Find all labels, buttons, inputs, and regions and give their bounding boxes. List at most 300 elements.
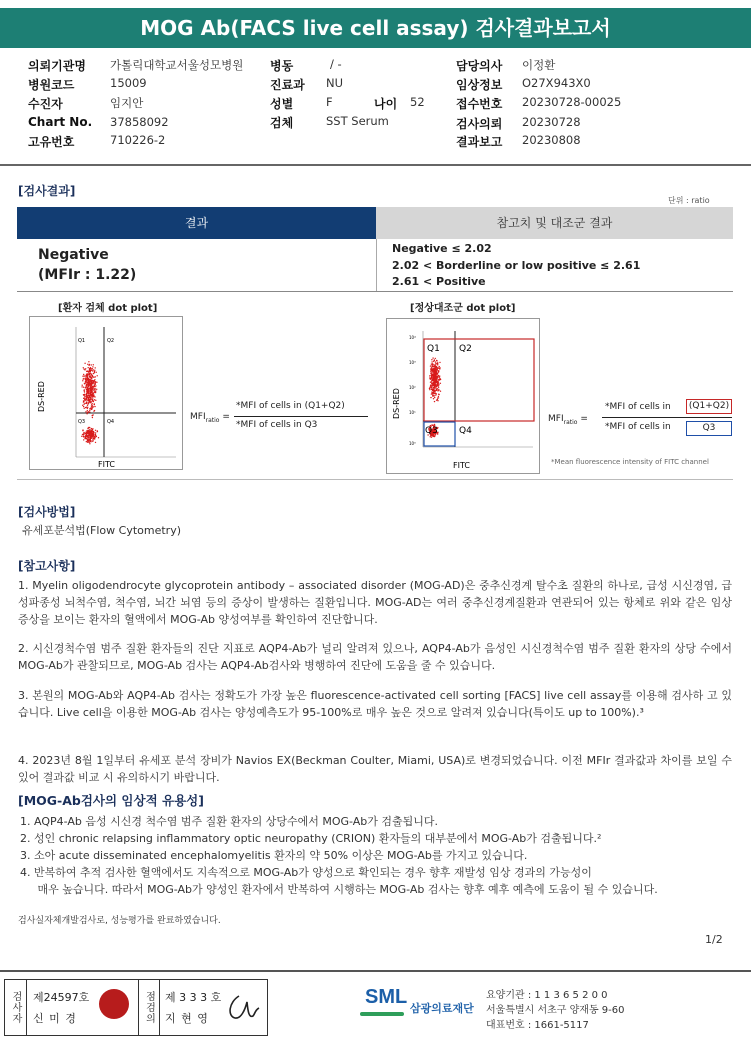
scatter-dot [83, 404, 84, 405]
scatter-dot [431, 387, 432, 388]
scatter-dot [84, 383, 85, 384]
info-label: 결과보고 [456, 135, 503, 149]
note-paragraph: 1. Myelin oligodendrocyte glycoprotein antibody – associated disorder (MOG-AD)은 중추신경계 탈수초 질환의 하나로, 급성 시신경염, 급성파종성 뇌척수염, 척수염, 뇌간 뇌염 등의 증상이 발생하는 질환입니다. MOG-AD는 여러 중추신경계질환과 연관되어 있는 항체로 위와 같은 임상 증상을 보이는 환자의 혈액에서 MOG-Ab 양성여부를 확인하여 진단합니다. [18, 579, 732, 626]
utility-item: 매우 높습니다. 따라서 MOG-Ab가 양성인 환자에서 반복하여 시행하는 MOG-Ab 검사는 향후 예후 예측에 도움이 될 수 있습니다. [20, 883, 658, 896]
scatter-dot [82, 385, 83, 386]
scatter-dot [96, 382, 97, 383]
scatter-dot [94, 435, 95, 436]
note-paragraph: 4. 2023년 8월 1일부터 유세포 분석 장비가 Navios EX(Beckman Coulter, Miami, USA)로 변경되었습니다. 이전 MFIr 결과값과 차이를 보일 수 있어 결과값 비교 시 유의하시기 바랍니다. [18, 754, 732, 784]
info-value: 15009 [110, 76, 147, 90]
info-value: 710226-2 [110, 133, 166, 147]
scatter-dot [89, 400, 90, 401]
scatter-dot [95, 392, 96, 393]
scatter-dot [433, 382, 434, 383]
scatter-dot [89, 385, 90, 386]
examiner-license: 제24597호 [33, 991, 90, 1004]
notes-section-title: [참고사항] [18, 559, 76, 573]
scatter-dot [95, 390, 96, 391]
scatter-dot [92, 439, 93, 440]
checker-label: 점검의 [138, 980, 160, 1035]
scatter-dot [94, 385, 95, 386]
scatter-dot [432, 357, 433, 358]
examiner-name: 신 미 경 [33, 1012, 77, 1025]
scatter-dot [94, 399, 95, 400]
scatter-dot [434, 397, 435, 398]
scatter-dot [88, 371, 89, 372]
scatter-dot [87, 408, 88, 409]
scatter-dot [87, 437, 88, 438]
scatter-dot [82, 405, 83, 406]
scatter-dot [436, 360, 437, 361]
scatter-dot [95, 432, 96, 433]
scatter-dot [86, 379, 87, 380]
scatter-dot [431, 391, 432, 392]
scatter-dot [91, 436, 92, 437]
scatter-dot [87, 364, 88, 365]
scatter-dot [435, 378, 436, 379]
method-text: 유세포분석법(Flow Cytometry) [22, 524, 182, 537]
reference-header: 참고치 및 대조군 결과 [376, 207, 733, 239]
scatter-dot [435, 367, 436, 368]
scatter-dot [437, 390, 438, 391]
scatter-dot [81, 386, 82, 387]
scatter-dot [84, 375, 85, 376]
scatter-dot [88, 411, 89, 412]
quadrant-label: Q3 [425, 426, 438, 436]
scatter-dot [438, 397, 439, 398]
divider [17, 291, 733, 292]
scatter-dot [87, 375, 88, 376]
scatter-dot [93, 431, 94, 432]
scatter-dot [87, 403, 88, 404]
scatter-dot [88, 383, 89, 384]
scatter-dot [88, 440, 89, 441]
scatter-dot [82, 380, 83, 381]
scatter-dot [438, 370, 439, 371]
scatter-dot [431, 367, 432, 368]
info-value: 52 [410, 95, 425, 109]
scatter-dot [95, 376, 96, 377]
scatter-dot [94, 404, 95, 405]
scatter-dot [86, 393, 87, 394]
scatter-dot [434, 424, 435, 425]
scatter-dot [88, 367, 89, 368]
scatter-dot [87, 382, 88, 383]
scatter-dot [432, 368, 433, 369]
utility-item: 1. AQP4-Ab 음성 시신경 척수염 범주 질환 환자의 상당수에서 MOG-Ab가 검출됩니다. [20, 815, 438, 828]
scatter-dot [97, 431, 98, 432]
scatter-dot [90, 436, 91, 437]
scatter-dot [89, 389, 90, 390]
scatter-dot [434, 390, 435, 391]
info-label: 의뢰기관명 [28, 59, 86, 73]
utility-item: 4. 반복하여 추적 검사한 혈액에서도 지속적으로 MOG-Ab가 양성으로 확인되는 경우 향후 재발성 임상 경과의 가능성이 [20, 866, 592, 879]
scatter-dot [436, 385, 437, 386]
scatter-dot [84, 408, 85, 409]
scatter-dot [432, 394, 433, 395]
scatter-dot [431, 437, 432, 438]
fraction-line [234, 416, 368, 417]
scatter-dot [93, 369, 94, 370]
scatter-dot [84, 369, 85, 370]
scatter-dot [430, 370, 431, 371]
scatter-dot [90, 384, 91, 385]
info-label: 검사의뢰 [456, 117, 503, 131]
scatter-dot [81, 436, 82, 437]
scatter-dot [430, 365, 431, 366]
scatter-dot [436, 382, 437, 383]
q3-formula-box: Q3 [686, 421, 732, 436]
scatter-dot [436, 379, 437, 380]
quadrant-label: Q2 [459, 344, 472, 354]
info-label: 나이 [374, 97, 398, 111]
scatter-dot [434, 384, 435, 385]
scatter-dot [83, 367, 84, 368]
x-axis-label: FITC [98, 460, 115, 469]
quadrant-label: Q4 [107, 419, 115, 425]
scatter-dot [92, 407, 93, 408]
footnote: *Mean fluorescence intensity of FITC channel [551, 458, 709, 466]
q1q2-formula-box: (Q1+Q2) [686, 399, 732, 414]
formula-numerator: *MFI of cells in [605, 402, 671, 412]
scatter-dot [435, 358, 436, 359]
utility-item: 3. 소아 acute disseminated encephalomyelitis 환자의 약 50% 이상은 MOG-Ab를 가지고 있습니다. [20, 849, 528, 862]
result-value: Negative [38, 247, 109, 263]
info-label: 임상정보 [456, 78, 503, 92]
scatter-dot [92, 428, 93, 429]
scatter-dot [437, 374, 438, 375]
quadrant-label: Q4 [459, 426, 472, 436]
scatter-dot [86, 381, 87, 382]
scatter-dot [91, 386, 92, 387]
scatter-dot [88, 379, 89, 380]
scatter-dot [89, 443, 90, 444]
scatter-dot [94, 392, 95, 393]
scatter-dot [88, 427, 89, 428]
scatter-dot [88, 395, 89, 396]
scatter-dot [438, 394, 439, 395]
divider [0, 164, 751, 166]
control-dot-plot [386, 318, 540, 474]
scatter-dot [92, 397, 93, 398]
scatter-dot [85, 411, 86, 412]
tick-label: 10² [409, 385, 416, 390]
scatter-dot [439, 379, 440, 380]
scatter-dot [96, 372, 97, 373]
scatter-dot [88, 441, 89, 442]
scatter-dot [89, 402, 90, 403]
scatter-dot [85, 387, 86, 388]
scatter-dot [90, 399, 91, 400]
scatter-dot [436, 393, 437, 394]
scatter-dot [429, 387, 430, 388]
scatter-dot [91, 432, 92, 433]
formula-numerator: *MFI of cells in (Q1+Q2) [236, 401, 345, 411]
tick-label: 10³ [409, 360, 416, 365]
scatter-dot [84, 363, 85, 364]
info-label: 수진자 [28, 97, 63, 111]
scatter-dot [435, 363, 436, 364]
scatter-dot [88, 398, 89, 399]
sml-logo-icon: SML [365, 986, 408, 1008]
scatter-dot [437, 400, 438, 401]
scatter-dot [92, 376, 93, 377]
patient-plot-canvas [30, 317, 182, 469]
scatter-dot [430, 384, 431, 385]
info-value: NU [326, 76, 344, 90]
scatter-dot [89, 411, 90, 412]
formula-denominator: *MFI of cells in [605, 422, 671, 432]
scatter-dot [87, 387, 88, 388]
scatter-dot [84, 391, 85, 392]
mfi-label: $MFI_{ratio}$ = [190, 412, 230, 424]
scatter-dot [91, 404, 92, 405]
column-divider [376, 239, 377, 291]
logo-swoosh-icon [360, 1012, 404, 1016]
scatter-dot [438, 387, 439, 388]
scatter-dot [438, 396, 439, 397]
checker-signature-icon [225, 990, 263, 1026]
scatter-dot [439, 362, 440, 363]
scatter-dot [439, 366, 440, 367]
scatter-dot [89, 434, 90, 435]
scatter-dot [83, 439, 84, 440]
scatter-dot [434, 372, 435, 373]
examiner-seal-icon [99, 989, 129, 1019]
scatter-dot [94, 389, 95, 390]
note-paragraph: 3. 본원의 MOG-Ab와 AQP4-Ab 검사는 정확도가 가장 높은 fluorescence-activated cell sorting [FACS] live cell assay를 이용해 검사하 고 있습니다. Live cell을 이용한 MOG-Ab 검사는 양성예측도가 95-100%로 매우 높은 것으로 알려져 있습니다(특이도 up to 100%).³ [18, 689, 732, 719]
examiner-label: 검사자 [5, 980, 27, 1035]
formula-denominator: *MFI of cells in Q3 [236, 420, 318, 430]
info-value: 임지안 [110, 96, 144, 110]
scatter-dot [91, 409, 92, 410]
scatter-dot [437, 379, 438, 380]
scatter-dot [435, 385, 436, 386]
scatter-dot [438, 368, 439, 369]
note-paragraph: 2. 시신경척수염 범주 질환 환자들의 진단 지표로 AQP4-Ab가 널리 알려져 있으나, AQP4-Ab가 음성인 시신경척수염 범주 질환 환자의 상당 수에서 MOG-Ab가 관찰되므로, MOG-Ab 검사는 AQP4-Ab검사와 병행하여 진단에 도움을 줄 수 있습니다. [18, 642, 732, 672]
checker-license: 제 3 3 3 호 [165, 991, 222, 1004]
scatter-dot [431, 393, 432, 394]
scatter-dot [90, 402, 91, 403]
scatter-dot [87, 384, 88, 385]
method-section-title: [검사방법] [18, 505, 76, 519]
scatter-dot [440, 391, 441, 392]
control-plot-title: [정상대조군 dot plot] [410, 303, 516, 314]
signature-block [4, 979, 268, 1036]
scatter-dot [82, 434, 83, 435]
quadrant-label: Q3 [78, 419, 86, 425]
scatter-dot [83, 374, 84, 375]
scatter-dot [86, 434, 87, 435]
divider [0, 970, 751, 972]
scatter-dot [89, 374, 90, 375]
checker-name: 지 현 영 [165, 1012, 209, 1025]
info-label: 담당의사 [456, 59, 503, 73]
scatter-dot [433, 379, 434, 380]
scatter-dot [93, 406, 94, 407]
scatter-dot [87, 410, 88, 411]
scatter-dot [431, 377, 432, 378]
scatter-dot [88, 388, 89, 389]
scatter-dot [432, 369, 433, 370]
scatter-dot [93, 433, 94, 434]
info-label: 병원코드 [28, 78, 75, 92]
scatter-dot [438, 375, 439, 376]
utility-section-title: [MOG-Ab검사의 임상적 유용성] [18, 793, 204, 808]
scatter-dot [90, 394, 91, 395]
scatter-dot [86, 371, 87, 372]
scatter-dot [97, 375, 98, 376]
scatter-dot [82, 376, 83, 377]
scatter-dot [431, 372, 432, 373]
scatter-dot [82, 430, 83, 431]
scatter-dot [92, 417, 93, 418]
scatter-dot [93, 401, 94, 402]
scatter-dot [86, 403, 87, 404]
info-value: / - [330, 57, 342, 71]
scatter-dot [88, 433, 89, 434]
tick-label: 10⁰ [409, 441, 416, 446]
scatter-dot [432, 374, 433, 375]
scatter-dot [89, 410, 90, 411]
info-label: 고유번호 [28, 135, 75, 149]
scatter-dot [93, 396, 94, 397]
info-label: Chart No. [28, 115, 93, 129]
x-axis-label: FITC [453, 461, 470, 470]
scatter-dot [438, 389, 439, 390]
scatter-dot [431, 359, 432, 360]
scatter-dot [87, 440, 88, 441]
scatter-dot [435, 387, 436, 388]
scatter-dot [92, 430, 93, 431]
info-value: SST Serum [326, 114, 389, 128]
scatter-dot [85, 379, 86, 380]
scatter-dot [85, 396, 86, 397]
scatter-dot [85, 433, 86, 434]
scatter-dot [93, 411, 94, 412]
tick-label: 10¹ [409, 410, 416, 415]
info-label: 접수번호 [456, 97, 503, 111]
page-number: 1/2 [705, 933, 723, 946]
info-label: 검체 [270, 116, 294, 130]
scatter-dot [90, 397, 91, 398]
scatter-dot [85, 385, 86, 386]
scatter-dot [435, 361, 436, 362]
org-name: 삼광의료재단 [410, 1002, 474, 1015]
info-label: 병동 [270, 59, 294, 73]
scatter-dot [86, 413, 87, 414]
scatter-dot [438, 384, 439, 385]
unit-label: 단위 : ratio [668, 196, 710, 205]
scatter-dot [83, 401, 84, 402]
scatter-dot [433, 377, 434, 378]
scatter-dot [91, 378, 92, 379]
scatter-dot [90, 440, 91, 441]
scatter-dot [440, 383, 441, 384]
scatter-dot [86, 436, 87, 437]
scatter-dot [89, 379, 90, 380]
scatter-dot [430, 436, 431, 437]
scatter-dot [95, 442, 96, 443]
scatter-dot [434, 374, 435, 375]
scatter-dot [93, 364, 94, 365]
scatter-dot [89, 370, 90, 371]
scatter-dot [436, 390, 437, 391]
info-value: 20230728 [522, 115, 581, 129]
scatter-dot [92, 414, 93, 415]
scatter-dot [87, 399, 88, 400]
scatter-dot [92, 438, 93, 439]
scatter-dot [429, 377, 430, 378]
result-section-title: [검사결과] [18, 184, 76, 198]
scatter-dot [87, 397, 88, 398]
scatter-dot [85, 376, 86, 377]
scatter-dot [86, 430, 87, 431]
scatter-dot [88, 430, 89, 431]
scatter-dot [434, 359, 435, 360]
info-value: 20230808 [522, 133, 581, 147]
patient-dot-plot [29, 316, 183, 470]
scatter-dot [429, 375, 430, 376]
scatter-dot [437, 362, 438, 363]
scatter-dot [435, 394, 436, 395]
patient-plot-title: [환자 검체 dot plot] [58, 303, 158, 314]
scatter-dot [95, 381, 96, 382]
scatter-dot [435, 370, 436, 371]
info-value: F [326, 95, 333, 109]
scatter-dot [90, 387, 91, 388]
info-value: 이정환 [522, 58, 556, 72]
scatter-dot [431, 365, 432, 366]
scatter-dot [95, 430, 96, 431]
y-axis-label: DS-RED [392, 388, 401, 419]
info-value: 37858092 [110, 115, 169, 129]
scatter-dot [437, 383, 438, 384]
scatter-dot [83, 436, 84, 437]
scatter-dot [91, 369, 92, 370]
scatter-dot [94, 406, 95, 407]
control-plot-canvas [387, 319, 539, 473]
info-label: 성별 [270, 97, 294, 111]
scatter-dot [436, 400, 437, 401]
fraction-line [602, 417, 732, 418]
scatter-dot [438, 381, 439, 382]
scatter-dot [83, 406, 84, 407]
quadrant-label: Q1 [78, 338, 86, 344]
scatter-dot [85, 431, 86, 432]
scatter-dot [92, 380, 93, 381]
reference-line: 2.02 < Borderline or low positive ≤ 2.61 [392, 259, 641, 272]
report-title: MOG Ab(FACS live cell assay) 검사결과보고서 [0, 8, 751, 48]
scatter-dot [86, 407, 87, 408]
info-value: 20230728-00025 [522, 95, 622, 109]
reference-line: Negative ≤ 2.02 [392, 242, 492, 255]
scatter-dot [433, 366, 434, 367]
scatter-dot [436, 388, 437, 389]
scatter-dot [83, 387, 84, 388]
scatter-dot [84, 400, 85, 401]
scatter-dot [432, 384, 433, 385]
info-label: 진료과 [270, 78, 305, 92]
scatter-dot [89, 368, 90, 369]
scatter-dot [92, 383, 93, 384]
scatter-dot [83, 432, 84, 433]
scatter-dot [91, 390, 92, 391]
scatter-dot [90, 393, 91, 394]
scatter-dot [92, 368, 93, 369]
scatter-dot [433, 387, 434, 388]
phone: 대표번호 : 1661-5117 [486, 1020, 589, 1031]
